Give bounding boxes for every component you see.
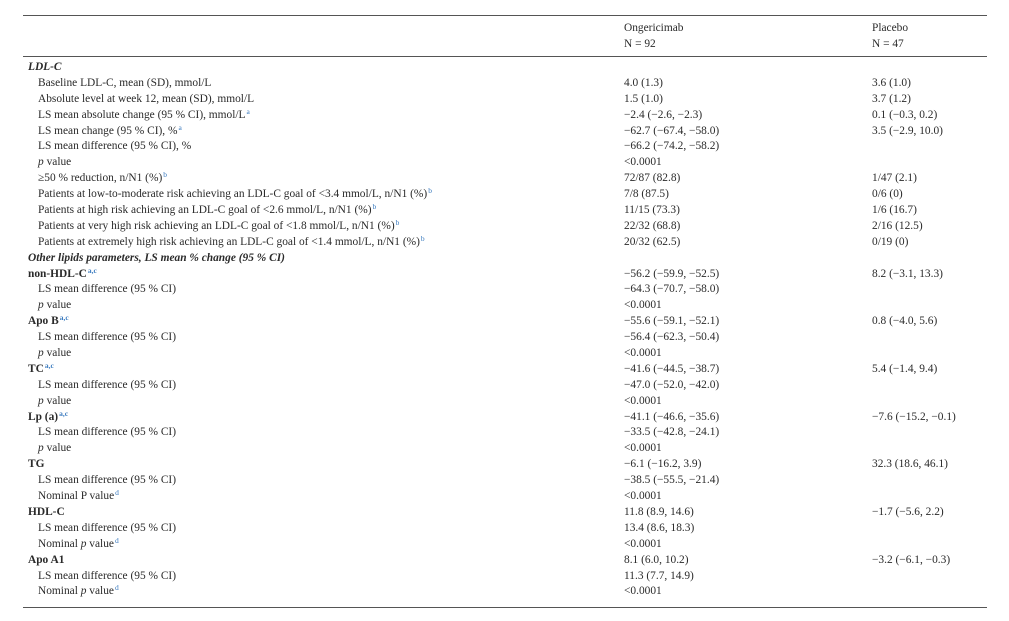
ongericimab-value: 4.0 (1.3) (624, 76, 663, 89)
row-label-text: TG (28, 458, 45, 471)
row-label (28, 362, 54, 378)
table-row (0, 362, 1009, 378)
table-row (0, 457, 1009, 473)
table-row (0, 282, 1009, 298)
p-symbol: p (38, 156, 44, 169)
row-label-text: Apo B (28, 315, 59, 328)
row-label-text: HDL-C (28, 505, 65, 518)
ongericimab-value: −33.5 (−42.8, −24.1) (624, 426, 720, 439)
placebo-value: 1/47 (2.1) (872, 172, 917, 185)
row-label-text: Lp (a) (28, 410, 59, 423)
row-label (38, 124, 182, 140)
table-top-rule (23, 15, 987, 16)
table-bottom-rule (23, 607, 987, 608)
table-row (0, 584, 1009, 600)
row-label (38, 473, 176, 489)
row-label-text: ≥50 % reduction, n/N1 (%) (38, 172, 163, 185)
footnote-marker: d (114, 535, 119, 545)
row-label (38, 282, 176, 298)
row-label (38, 521, 176, 537)
row-label-text: LS mean difference (95 % CI), % (38, 140, 192, 153)
ongericimab-value: <0.0001 (624, 537, 662, 550)
placebo-value: 3.5 (−2.9, 10.0) (872, 124, 943, 137)
column-header-ongericimab (624, 20, 683, 52)
row-label (28, 60, 62, 76)
row-label-text: Nominal P value (38, 490, 115, 503)
p-symbol: p (80, 585, 87, 598)
row-label-text: Patients at low-to-moderate risk achieving an LDL-C goal of <3.4 mmol/L, n/N1 (%) (38, 188, 428, 201)
table-row (0, 76, 1009, 92)
ongericimab-value: −6.1 (−16.2, 3.9) (624, 458, 702, 471)
ongericimab-value: <0.0001 (624, 394, 662, 407)
ongericimab-value: −56.2 (−59.9, −52.5) (624, 267, 720, 280)
table-row (0, 235, 1009, 251)
ongericimab-value: −2.4 (−2.6, −2.3) (624, 108, 703, 121)
footnote-marker: a,c (59, 408, 69, 418)
table-row (0, 441, 1009, 457)
table-row (0, 187, 1009, 203)
row-label-text: value (89, 585, 114, 598)
ongericimab-value: 20/32 (62.5) (624, 235, 681, 248)
row-label (28, 251, 285, 267)
row-label (38, 584, 119, 600)
row-label (38, 171, 167, 187)
row-label (38, 441, 71, 457)
row-label (38, 394, 71, 410)
p-symbol: p (38, 394, 44, 407)
row-label (38, 569, 176, 585)
row-label-text: non-HDL-C (28, 267, 87, 280)
row-label-text: value (46, 299, 72, 312)
row-label-text: LS mean difference (95 % CI) (38, 331, 177, 344)
footnote-marker: b (372, 202, 377, 212)
table-row (0, 267, 1009, 283)
nominal-prefix: Nominal (38, 537, 81, 550)
placebo-value: 3.6 (1.0) (872, 76, 911, 89)
ongericimab-value: −66.2 (−74.2, −58.2) (624, 140, 720, 153)
footnote-marker: d (114, 583, 119, 593)
table-row (0, 330, 1009, 346)
placebo-value: 0.1 (−0.3, 0.2) (872, 108, 938, 121)
column-title: Placebo (872, 22, 909, 34)
ongericimab-value: 7/8 (87.5) (624, 188, 669, 201)
table-row (0, 553, 1009, 569)
ongericimab-value: −38.5 (−55.5, −21.4) (624, 474, 720, 487)
ongericimab-value: −41.1 (−46.6, −35.6) (624, 410, 720, 423)
ongericimab-value: −41.6 (−44.5, −38.7) (624, 362, 720, 375)
row-label-text: LS mean absolute change (95 % CI), mmol/L (38, 108, 246, 121)
row-label (28, 457, 44, 473)
row-label (38, 235, 425, 251)
row-label-text: value (46, 156, 72, 169)
table-row (0, 521, 1009, 537)
p-symbol: p (38, 299, 44, 312)
row-label (38, 92, 254, 108)
row-label-text: value (46, 347, 72, 360)
table-row (0, 108, 1009, 124)
placebo-value: 3.7 (1.2) (872, 92, 911, 105)
row-label-text: TC (28, 362, 44, 375)
table-row (0, 394, 1009, 410)
row-label-text: LS mean difference (95 % CI) (38, 474, 177, 487)
ongericimab-value: −62.7 (−67.4, −58.0) (624, 124, 720, 137)
table-row (0, 569, 1009, 585)
row-label (38, 537, 119, 553)
column-n: N = 47 (872, 38, 904, 50)
footnote-marker: b (163, 170, 167, 180)
row-label (28, 553, 64, 569)
row-label (28, 267, 97, 283)
row-label (38, 425, 176, 441)
placebo-value: 0/19 (0) (872, 235, 909, 248)
row-label-text: LS mean difference (95 % CI) (38, 283, 177, 296)
row-label-text: Patients at extremely high risk achieving an LDL-C goal of <1.4 mmol/L, n/N1 (%) (38, 235, 420, 248)
table-row (0, 298, 1009, 314)
table-row (0, 473, 1009, 489)
row-label (38, 219, 399, 235)
row-label (38, 76, 211, 92)
placebo-value: 1/6 (16.7) (872, 204, 917, 217)
table-row (0, 537, 1009, 553)
ongericimab-value: 11.3 (7.7, 14.9) (624, 569, 694, 582)
ongericimab-value: <0.0001 (624, 299, 662, 312)
ongericimab-value: 13.4 (8.6, 18.3) (624, 521, 695, 534)
row-label (38, 489, 119, 505)
header-rule (23, 56, 987, 57)
p-symbol: p (38, 347, 44, 360)
row-label (38, 187, 432, 203)
row-label-text: LS mean difference (95 % CI) (38, 521, 177, 534)
row-label (38, 139, 191, 155)
table-row (0, 139, 1009, 155)
table-row (0, 346, 1009, 362)
table-row (0, 425, 1009, 441)
ongericimab-value: 11.8 (8.9, 14.6) (624, 505, 694, 518)
ongericimab-value: <0.0001 (624, 156, 662, 169)
row-label-text: value (46, 394, 72, 407)
row-label-text: Apo A1 (28, 553, 65, 566)
row-label (38, 346, 71, 362)
footnote-marker: b (428, 186, 432, 196)
nominal-prefix: Nominal (38, 585, 81, 598)
placebo-value: 5.4 (−1.4, 9.4) (872, 362, 938, 375)
column-header-placebo (872, 20, 908, 52)
placebo-value: 2/16 (12.5) (872, 219, 923, 232)
row-label (38, 108, 250, 124)
column-title: Ongericimab (624, 22, 684, 34)
placebo-value: 0.8 (−4.0, 5.6) (872, 315, 938, 328)
row-label (28, 505, 65, 521)
table-row (0, 155, 1009, 171)
row-label-text: LS mean change (95 % CI), % (38, 124, 178, 137)
ongericimab-value: −55.6 (−59.1, −52.1) (624, 315, 720, 328)
ongericimab-value: −47.0 (−52.0, −42.0) (624, 378, 720, 391)
row-label (28, 314, 69, 330)
table-row (0, 314, 1009, 330)
row-label (38, 203, 376, 219)
row-label (38, 330, 176, 346)
footnote-marker: a,c (87, 265, 97, 275)
table-row (0, 505, 1009, 521)
ongericimab-value: 8.1 (6.0, 10.2) (624, 553, 689, 566)
placebo-value: 8.2 (−3.1, 13.3) (872, 267, 943, 280)
placebo-value: −3.2 (−6.1, −0.3) (872, 553, 951, 566)
table-row (0, 410, 1009, 426)
table-row (0, 219, 1009, 235)
p-symbol: p (80, 537, 87, 550)
ongericimab-value: 72/87 (82.8) (624, 172, 681, 185)
table-row (0, 203, 1009, 219)
placebo-value: 32.3 (18.6, 46.1) (872, 458, 948, 471)
row-label-text: Patients at high risk achieving an LDL-C goal of <2.6 mmol/L, n/N1 (%) (38, 204, 372, 217)
table-row (0, 60, 1009, 76)
footnote-marker: d (115, 488, 119, 498)
p-symbol: p (38, 442, 44, 455)
ongericimab-value: <0.0001 (624, 585, 662, 598)
table-row (0, 489, 1009, 505)
ongericimab-value: −56.4 (−62.3, −50.4) (624, 331, 720, 344)
ongericimab-value: −64.3 (−70.7, −58.0) (624, 283, 720, 296)
row-label-text: value (46, 442, 72, 455)
footnote-marker: a,c (59, 313, 69, 323)
footnote-marker: b (420, 233, 425, 243)
row-label-text: LDL-C (28, 61, 62, 73)
row-label-text: Other lipids parameters, LS mean % change (95 % CI) (28, 251, 285, 264)
table-row (0, 378, 1009, 394)
row-label (38, 378, 176, 394)
footnote-marker: b (395, 217, 400, 227)
row-label-text: LS mean difference (95 % CI) (38, 569, 177, 582)
row-label-text: LS mean difference (95 % CI) (38, 378, 177, 391)
table-row (0, 92, 1009, 108)
placebo-value: 0/6 (0) (872, 188, 903, 201)
footnote-marker: a,c (44, 360, 54, 370)
row-label-text: Baseline LDL-C, mean (SD), mmol/L (38, 76, 212, 89)
column-n: N = 92 (624, 38, 656, 50)
row-label (28, 410, 68, 426)
ongericimab-value: <0.0001 (624, 347, 662, 360)
table-row (0, 124, 1009, 140)
row-label (38, 298, 71, 314)
table-row (0, 171, 1009, 187)
table-body (0, 60, 1009, 600)
row-label-text: value (89, 537, 114, 550)
row-label-text: Absolute level at week 12, mean (SD), mmol/L (38, 92, 255, 105)
footnote-marker: a (246, 106, 250, 116)
table-row (0, 251, 1009, 267)
ongericimab-value: 22/32 (68.8) (624, 219, 681, 232)
ongericimab-value: 11/15 (73.3) (624, 204, 680, 217)
ongericimab-value: <0.0001 (624, 442, 662, 455)
placebo-value: −1.7 (−5.6, 2.2) (872, 505, 944, 518)
row-label (38, 155, 71, 171)
ongericimab-value: <0.0001 (624, 490, 662, 503)
ongericimab-value: 1.5 (1.0) (624, 92, 663, 105)
footnote-marker: a (178, 122, 182, 132)
row-label-text: Patients at very high risk achieving an LDL-C goal of <1.8 mmol/L, n/N1 (%) (38, 219, 395, 232)
row-label-text: LS mean difference (95 % CI) (38, 426, 177, 439)
placebo-value: −7.6 (−15.2, −0.1) (872, 410, 956, 423)
